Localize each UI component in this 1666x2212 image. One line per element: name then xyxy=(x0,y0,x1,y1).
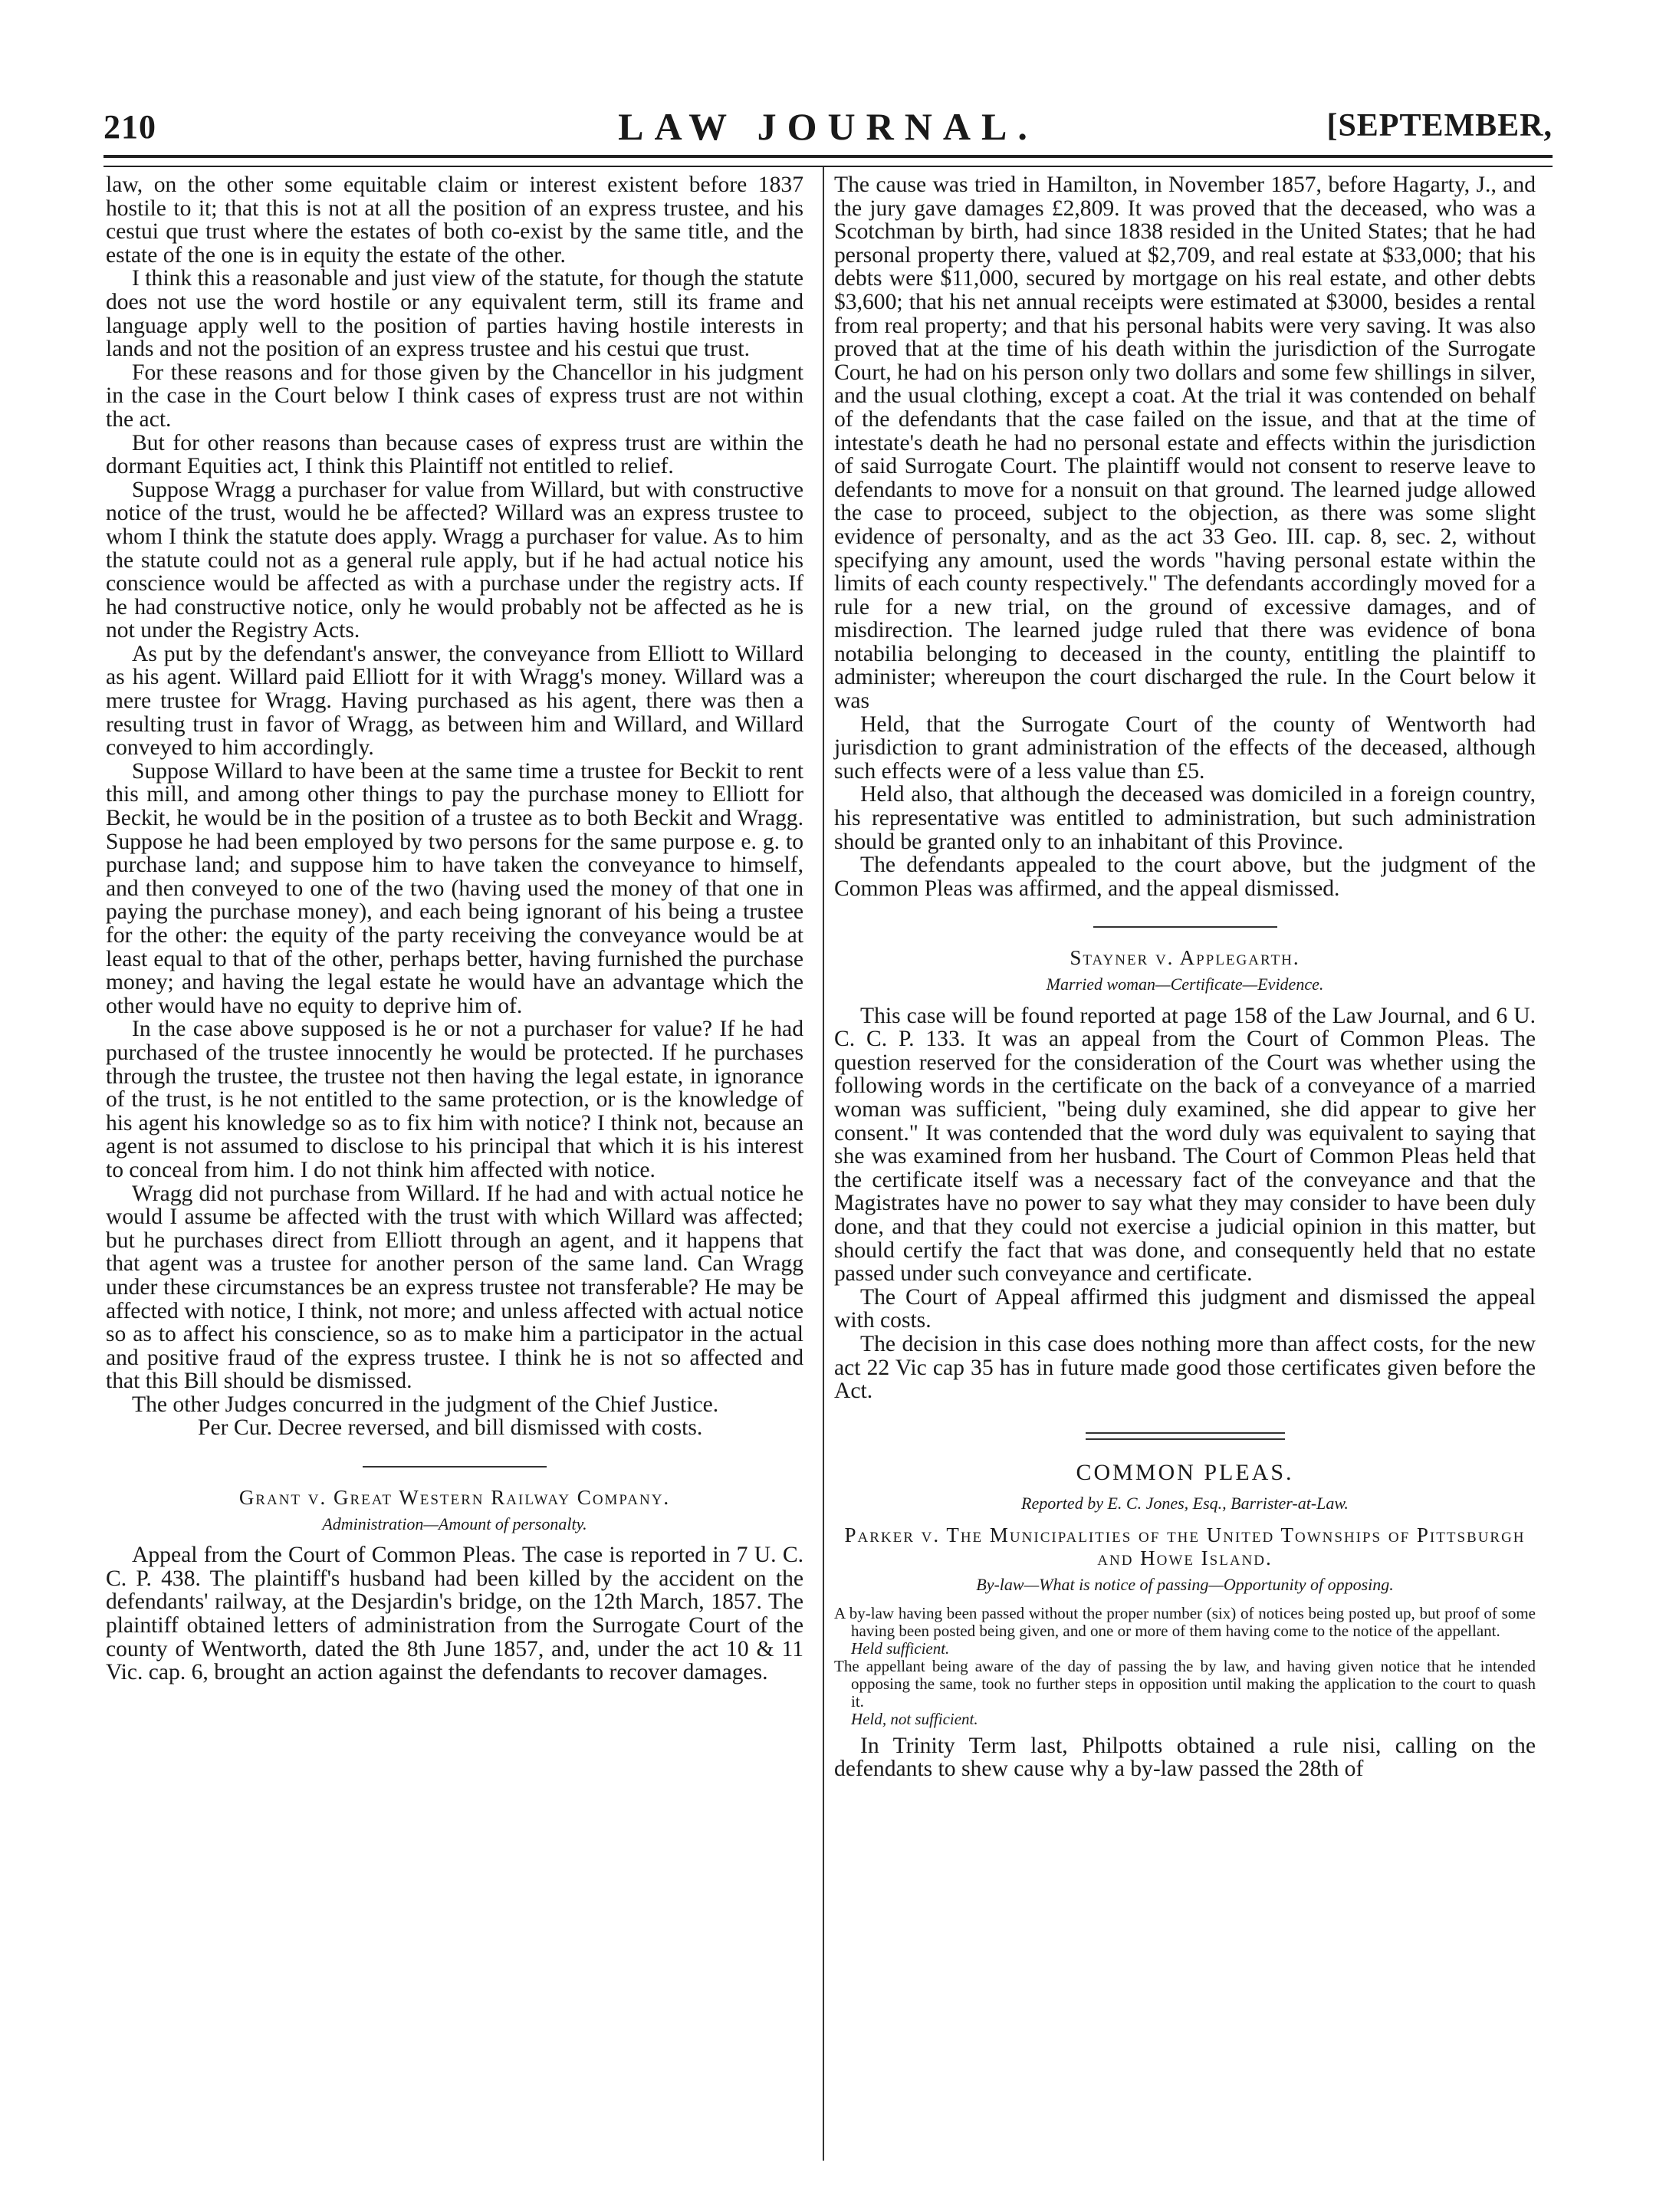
paragraph: But for other reasons than because cases of express trust are within the dormant Equities act, I think this Plaintiff not entitled to relief. xyxy=(106,430,803,479)
headnote: A by-law having been passed without the proper number (six) of notices being posted up, but proof of some having been posted being given, and one or more of them having come to the notice of the appellant. xyxy=(834,1603,1536,1640)
paragraph: Held also, that although the deceased was domiciled in a foreign country, his representative was entitled to administration, but such administration should be granted only to an inhabitant of this Province. xyxy=(834,782,1536,854)
paragraph: The cause was tried in Hamilton, in November 1857, before Hagarty, J., and the jury gave damages £2,809. It was proved that the deceased, who was a Scotchman by birth, had since 1838 resided in the United States; that he had personal property there, valued at $2,709, and real estate at $33,000; that his debts were $11,000, secured by mortgage on his real estate, and other debts $3,600; that his net annual receipts were estimated at $3000, besides a rental from real property; and that his personal habits were very saving. It was also proved that at the time of his death within the jurisdiction of the Surrogate Court, he had on his person only two dollars and some few shillings in silver, and the usual clothing, except a coat. At the trial it was contended on behalf of the defendants that the case failed on the issue, and that at the time of intestate's death he had no personal estate and effects within the jurisdiction of said Surrogate Court. The plaintiff would not consent to reserve leave to defendants to move for a nonsuit on that ground. The learned judge allowed the case to proceed, subject to the objection, as there was some slight evidence of personalty, and as the act 33 Geo. III. cap. 8, sec. 2, without specifying any amount, used the words "having personal estate within the limits of each county respectively." The defendants accordingly moved for a rule for a new trial, on the ground of excessive damages, and of misdirection. The learned judge ruled that there was evidence of bona notabilia belonging to deceased in the county, entitling the plaintiff to administer; whereupon the court discharged the rule. In the Court below it was xyxy=(834,173,1536,714)
journal-title: LAW JOURNAL. xyxy=(618,105,1038,148)
paragraph: This case will be found reported at page 158 of the Law Journal, and 6 U. C. C. P. 133. It was an appeal from the Court of Common Pleas. The question reserved for the consideration of the Court was whether using the following words in the certificate on the back of a conveyance of a married woman was sufficient, "being duly examined, she did appear to give her consent." It was contended that the word duly was equivalent to saying that she was examined from her husband. The Court of Common Pleas held that the certificate itself was a necessary fact of the conveyance and that the Magistrates have no power to say what they may consider to have been duly done, and that they could not exercise a judicial opinion in this matter, but should certify the fact that was done, and consequently held that no estate passed under such conveyance and certificate. xyxy=(834,1003,1536,1287)
paragraph: In Trinity Term last, Philpotts obtained a rule nisi, calling on the defendants to shew cause why a by-law passed the 28th of xyxy=(834,1733,1536,1782)
case-title: Grant v. Great Western Railway Company. xyxy=(238,1486,671,1510)
paragraph: I think this a reasonable and just view of the statute, for though the statute does not use the word hostile or any equivalent term, still its frame and language apply well to the position of parties having hostile interests in lands and not the position of an express trustee and his cestui que trust. xyxy=(106,266,803,362)
right-column xyxy=(834,173,1536,1781)
headnote: Held, not sufficient. xyxy=(851,1709,978,1728)
paragraph: Suppose Wragg a purchaser for value from Willard, but with constructive notice of the trust, would he be affected? Willard was an express trustee to whom I think the statute does apply. Wragg a purchaser for value. As to him the statute could not as a general rule apply, but if he had actual notice his conscience would be affected as with a purchase under the registry acts. If he had constructive notice, only he would probably not be affected as he is not under the Registry Acts. xyxy=(106,477,803,643)
column-divider xyxy=(823,167,824,2161)
paragraph: Wragg did not purchase from Willard. If he had and with actual notice he would I assume be affected with the trust with which Willard was affected; but he purchases direct from Elliott through an agent, and it happens that that agent was a trustee for another person of the same land. Can Wragg under these circumstances be an express trustee not transferable? He may be affected with notice, I think, not more; and unless affected with actual notice so as to affect his conscience, so as to make him a participator in the actual and positive fraud of the express trustee. I think he is not so affected and that this Bill should be dismissed. xyxy=(106,1181,803,1394)
page-number: 210 xyxy=(104,108,156,146)
case-subtitle: Married woman—Certificate—Evidence. xyxy=(1046,975,1324,994)
issue-month: [SEPTEMBER, xyxy=(1326,108,1553,143)
case-title: Stayner v. Applegarth. xyxy=(1070,946,1300,970)
section-double-rule xyxy=(1086,1432,1285,1440)
paragraph: The defendants appealed to the court above, but the judgment of the Common Pleas was affirmed, and the appeal dismissed. xyxy=(834,853,1536,901)
per-curiam: Per Cur. Decree reversed, and bill dismissed with costs. xyxy=(198,1415,703,1441)
case-subtitle: By-law—What is notice of passing—Opportunity of opposing. xyxy=(976,1575,1394,1595)
section-rule xyxy=(363,1466,547,1468)
reporter-line: Reported by E. C. Jones, Esq., Barrister-at-Law. xyxy=(1021,1494,1349,1514)
paragraph: Appeal from the Court of Common Pleas. The case is reported in 7 U. C. C. P. 438. The plaintiff's husband had been killed by the accident on the defendants' railway, at the Desjardin's bridge, on the 12th March, 1857. The plaintiff obtained letters of administration from the Surrogate Court of the county of Wentworth, dated the 8th June 1857, and, under the act 10 & 11 Vic. cap. 6, brought an action against the defendants to recover damages. xyxy=(106,1543,803,1685)
paragraph: In the case above supposed is he or not a purchaser for value? If he had purchased of the trustee innocently he would be protected. If he purchases through the trustee, the trustee not then having the legal estate, in ignorance of the trust, is he not entitled to the same protection, or is the knowledge of his agent his knowledge so as to fix him with notice? I think not, because an agent is not assumed to disclose to his principal that which it is his interest to conceal from him. I do not think him affected with notice. xyxy=(106,1017,803,1182)
page-header xyxy=(104,90,1553,152)
paragraph: law, on the other some equitable claim or interest existent before 1837 hostile to it; that this is not at all the position of an express trustee, and his cestui que trust where the estates of both co-exist by the same title, and the estate of the one is in equity the estate of the other. xyxy=(106,173,803,268)
headnote: Held sufficient. xyxy=(851,1638,950,1658)
headnote: The appellant being aware of the day of passing the by law, and having given notice that he intended opposing the same, took no further steps in opposition until making the application to the court to quash it. xyxy=(834,1656,1536,1711)
case-subtitle: Administration—Amount of personalty. xyxy=(322,1514,587,1533)
paragraph: As put by the defendant's answer, the conveyance from Elliott to Willard as his agent. Willard paid Elliott for it with Wragg's money. Willard was a mere trustee for Wragg. Having purchased as his agent, there was then a resulting trust in favor of Wragg, as between him and Willard, and Willard conveyed to him accordingly. xyxy=(106,641,803,761)
section-rule xyxy=(1093,926,1277,928)
case-title: Parker v. The Municipalities of the United Townships of Pittsburgh and Howe Island. xyxy=(844,1523,1526,1570)
paragraph: The other Judges concurred in the judgment of the Chief Justice. xyxy=(132,1392,719,1417)
left-column xyxy=(106,173,803,1684)
paragraph: For these reasons and for those given by the Chancellor in his judgment in the case in the Court below I think cases of express trust are not within the act. xyxy=(106,360,803,432)
paragraph: The decision in this case does nothing more than affect costs, for the new act 22 Vic cap 35 has in future made good those certificates given before the Act. xyxy=(834,1331,1536,1404)
paragraph: Held, that the Surrogate Court of the county of Wentworth had jurisdiction to grant administration of the effects of the deceased, although such effects were of a less value than £5. xyxy=(834,712,1536,784)
paragraph: The Court of Appeal affirmed this judgment and dismissed the appeal with costs. xyxy=(834,1284,1536,1333)
header-rule xyxy=(104,155,1553,167)
court-heading: COMMON PLEAS. xyxy=(1076,1459,1294,1485)
paragraph: Suppose Willard to have been at the same time a trustee for Beckit to rent this mill, and among other things to pay the purchase money to Elliott for Beckit, he would be in the position of a trustee as to both Beckit and Wragg. Suppose he had been employed by two persons for the same purpose e. g. to purchase land; and suppose him to have taken the conveyance to himself, and then conveyed to one of the two (having used the money of that one in paying the purchase money), and each being ignorant of his being a trustee for the other: the equity of the party receiving the conveyance would be at least equal to that of the other, perhaps better, having furnished the purchase money; and having the legal estate he would have an advantage which the other would have no equity to deprive him of. xyxy=(106,758,803,1018)
